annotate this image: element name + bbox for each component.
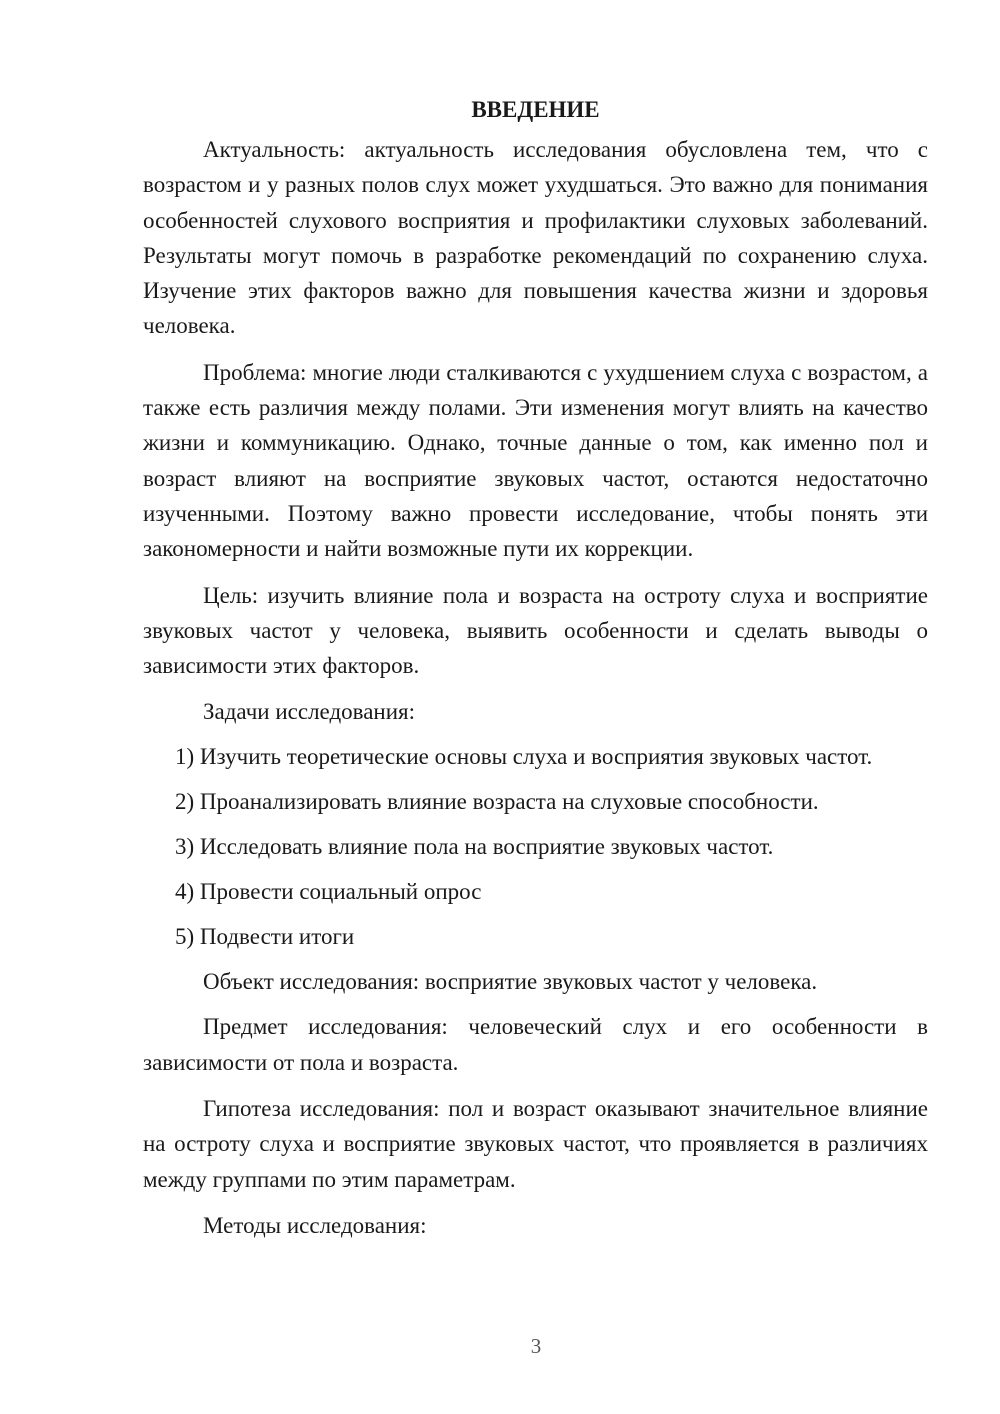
list-item: 4) Провести социальный опрос — [175, 879, 482, 905]
goal-paragraph: Цель: изучить влияние пола и возраста на остроту слуха и восприятие звуковых частот у человека, выявить особенности и сделать выводы о зависимости этих факторов. — [143, 582, 928, 679]
list-item: 2) Проанализировать влияние возраста на слуховые способности. — [175, 789, 819, 815]
page-number: 3 — [530, 1334, 542, 1358]
subject-paragraph: Предмет исследования: человеческий слух и его особенности в зависимости от пола и возраста. — [143, 1014, 928, 1075]
tasks-list — [143, 739, 928, 954]
document-page — [143, 92, 928, 1253]
object-paragraph: Объект исследования: восприятие звуковых частот у человека. — [203, 969, 818, 995]
list-item: 5) Подвести итоги — [175, 924, 355, 950]
list-item: 1) Изучить теоретические основы слуха и восприятия звуковых частот. — [175, 744, 873, 770]
problem-paragraph: Проблема: многие люди сталкиваются с ухудшением слуха с возрастом, а также есть различия между полами. Эти изменения могут влиять на качество жизни и коммуникацию. Однако, точные данные о том, как именно пол и возраст влияют на восприятие звуковых частот, остаются недостаточно изученными. Поэтому важно провести исследование, чтобы понять эти закономерности и найти возможные пути их коррекции. — [143, 359, 928, 562]
tasks-heading: Задачи исследования: — [203, 699, 416, 725]
relevance-paragraph: Актуальность: актуальность исследования обусловлена тем, что с возрастом и у разных полов слух может ухудшаться. Это важно для понимания особенностей слухового восприятия и профилактики слуховых заболеваний. Результаты могут помочь в разработке рекомендаций по сохранению слуха. Изучение этих факторов важно для повышения качества жизни и здоровья человека. — [143, 137, 928, 339]
page-title: ВВЕДЕНИЕ — [471, 97, 600, 122]
methods-heading: Методы исследования: — [203, 1212, 427, 1238]
hypothesis-paragraph: Гипотеза исследования: пол и возраст оказывают значительное влияние на остроту слуха и восприятие звуковых частот, что проявляется в различиях между группами по этим параметрам. — [143, 1096, 928, 1192]
list-item: 3) Исследовать влияние пола на восприятие звуковых частот. — [175, 834, 774, 860]
